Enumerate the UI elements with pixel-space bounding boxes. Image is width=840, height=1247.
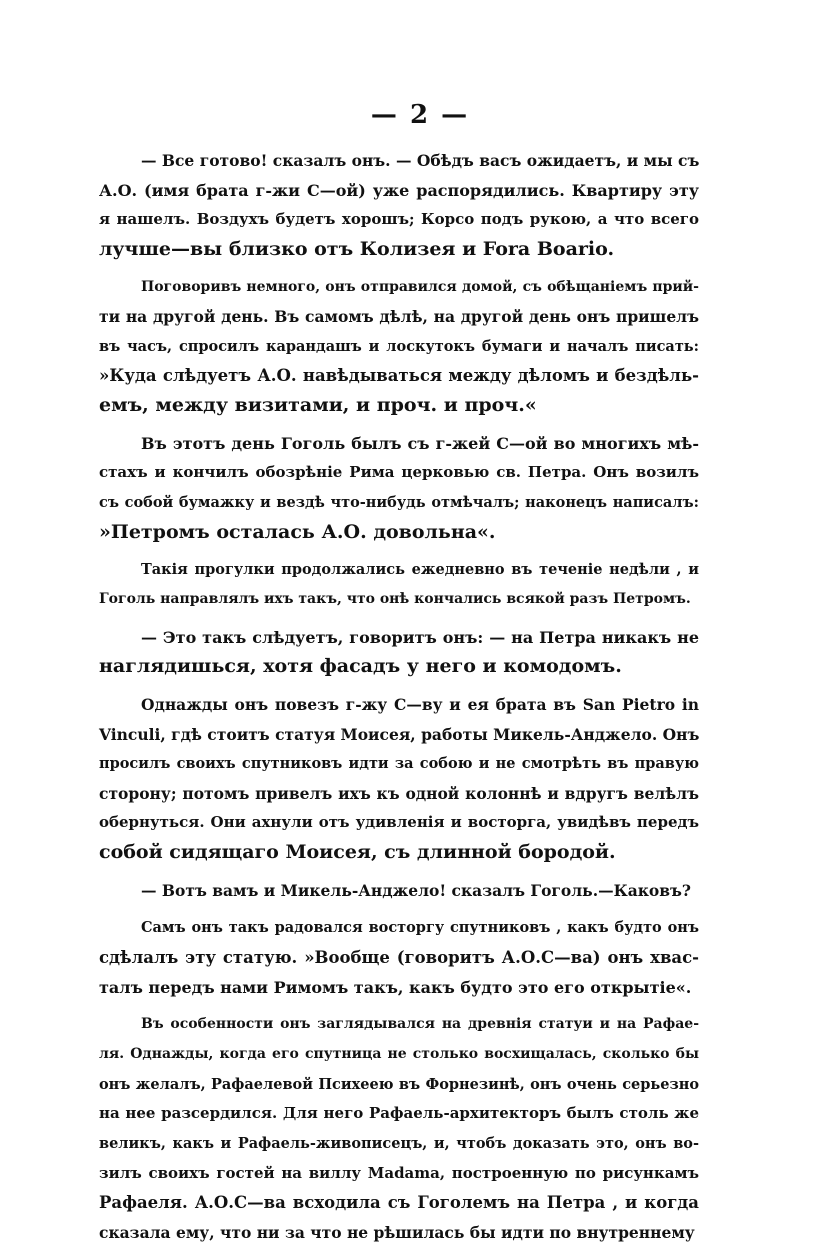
text-line: великъ, какъ и Рафаель-живописецъ, и, чтобъ доказать это, онъ во- xyxy=(99,1134,699,1152)
body-text xyxy=(99,146,699,1247)
text-line: Рафаеля. А.О.С—ва всходила съ Гоголемъ на Петра , и когда xyxy=(99,1193,699,1213)
text-line: обернуться. Они ахнули отъ удивленія и восторга, увидѣвъ передъ xyxy=(99,813,699,832)
paragraph xyxy=(99,273,699,421)
text-line: сторону; потомъ привелъ ихъ къ одной колоннѣ и вдругъ велѣлъ xyxy=(99,783,699,803)
paragraph xyxy=(99,429,699,548)
text-line: Однажды онъ повезъ г-жу С—ву и ея брата въ San Pietro in xyxy=(141,694,699,714)
paragraph xyxy=(99,1010,699,1247)
text-line: Такія прогулки продолжались ежедневно въ теченіе недѣли , и xyxy=(141,561,699,579)
paragraph xyxy=(99,146,699,265)
text-line: — Все готово! сказалъ онъ. — Обѣдъ васъ ожидаетъ, и мы съ xyxy=(141,151,700,170)
text-line: въ часъ, спросилъ карандашъ и лоскутокъ бумаги и началъ писать: xyxy=(99,337,699,355)
text-line: ти на другой день. Въ самомъ дѣлѣ, на другой день онъ пришелъ xyxy=(99,307,699,327)
page-number: — 2 — xyxy=(370,100,470,130)
text-line: просилъ своихъ спутниковъ идти за собою и не смотрѣть въ правую xyxy=(99,755,699,773)
text-line: А.О. (имя брата г-жи С—ой) уже распорядились. Квартиру эту xyxy=(99,180,699,200)
text-line: на нее разсердился. Для него Рафаель-архитекторъ былъ столь же xyxy=(99,1104,699,1123)
text-line: собой сидящаго Моисея, съ длинной бородой. xyxy=(99,841,616,864)
text-line: ля. Однажды, когда его спутница не столько восхищалась, сколько бы xyxy=(99,1045,699,1062)
text-line: сказала ему, что ни за что не рѣшилась бы идти по внутреннему xyxy=(99,1222,695,1242)
text-line: — Это такъ слѣдуетъ, говоритъ онъ: — на Петра никакъ не xyxy=(141,627,699,647)
text-line: Гоголь направлялъ ихъ такъ, что онѣ кончались всякой разъ Петромъ. xyxy=(99,590,691,607)
text-line: наглядишься, хотя фасадъ у него и комодомъ. xyxy=(99,655,622,678)
text-line: — Вотъ вамъ и Микель-Анджело! сказалъ Гоголь.—Каковъ? xyxy=(141,880,692,900)
paragraph xyxy=(99,876,699,906)
text-line: стахъ и кончилъ обозрѣніе Рима церковью св. Петра. Онъ возилъ xyxy=(99,463,699,482)
paragraph xyxy=(99,623,699,682)
text-line: »Петромъ осталась А.О. довольна«. xyxy=(99,520,496,543)
text-line: Vinculi, гдѣ стоитъ статуя Моисея, работы Микель-Анджело. Онъ xyxy=(99,724,700,744)
text-line: онъ желалъ, Рафаелевой Психеею въ Форнезинѣ, онъ очень серьезно xyxy=(99,1075,699,1093)
text-line: Поговоривъ немного, онъ отправился домой, съ обѣщаніемъ прий- xyxy=(141,278,699,295)
text-line: лучше—вы близко отъ Колизея и Fora Boario. xyxy=(99,237,615,260)
text-line: Самъ онъ такъ радовался восторгу спутниковъ , какъ будто онъ xyxy=(141,919,699,937)
text-line: я нашелъ. Воздухъ будетъ хорошъ; Корсо подъ рукою, а что всего xyxy=(99,210,699,229)
paragraph xyxy=(99,555,699,614)
text-line: емъ, между визитами, и проч. и проч.« xyxy=(99,394,537,417)
text-line: Въ этотъ день Гоголь былъ съ г-жей С—ой во многихъ мѣ- xyxy=(141,433,699,453)
text-line: Въ особенности онъ заглядывался на древнія статуи и на Рафае- xyxy=(141,1016,699,1033)
text-line: зилъ своихъ гостей на виллу Madama, построенную по рисункамъ xyxy=(99,1163,699,1182)
text-line: сдѣлалъ эту статую. »Вообще (говоритъ А.О.С—ва) онъ хвас- xyxy=(99,948,699,968)
text-line: съ собой бумажку и вездѣ что-нибудь отмѣчалъ; наконецъ написалъ: xyxy=(99,494,699,512)
text-line: »Куда слѣдуетъ А.О. навѣдываться между дѣломъ и бездѣль- xyxy=(99,366,699,386)
text-line: талъ передъ нами Римомъ такъ, какъ будто это его открытіе«. xyxy=(99,977,692,997)
paragraph xyxy=(99,913,699,1002)
paragraph xyxy=(99,690,699,868)
